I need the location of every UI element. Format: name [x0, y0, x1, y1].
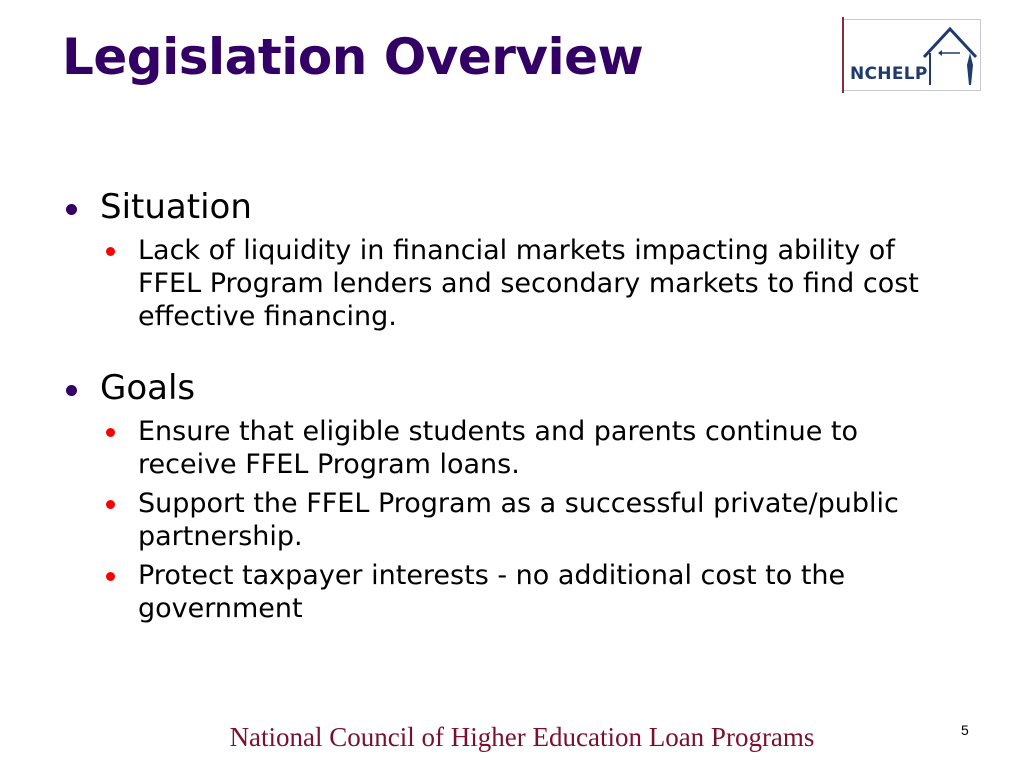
bullet-dot [66, 385, 77, 396]
slide-title: Legislation Overview [62, 28, 644, 86]
bullet-dot [66, 204, 77, 215]
sub-bullet-item [100, 234, 962, 333]
sub-bullet-item [100, 559, 962, 625]
footer-organization: National Council of Higher Education Loan Programs [229, 722, 815, 752]
bullet-heading: Goals [100, 368, 196, 408]
page-number: 5 [961, 722, 969, 738]
sub-bullet-dot [106, 500, 115, 509]
bullet-heading: Situation [100, 187, 252, 227]
bullet-situation [62, 186, 962, 228]
sub-bullet-text: Protect taxpayer interests - no additional cost to the government [138, 560, 846, 624]
sub-bullet-text: Support the FFEL Program as a successful private/public partnership. [138, 488, 899, 552]
sub-bullet-text: Ensure that eligible students and parents continue to receive FFEL Program loans. [138, 416, 859, 480]
nchelp-logo [842, 17, 982, 93]
sub-bullet-text: Lack of liquidity in financial markets impacting ability of FFEL Program lenders and secondary markets to find cost effective financing. [138, 235, 919, 332]
sub-bullet-dot [106, 247, 115, 256]
sub-bullet-dot [106, 572, 115, 581]
goals-subitems [62, 415, 962, 625]
slide-content [62, 186, 962, 625]
situation-subitems [62, 234, 962, 333]
sub-bullet-dot [106, 428, 115, 437]
bullet-goals [62, 367, 962, 409]
sub-bullet-item [100, 415, 962, 481]
logo-text: NCHELP [850, 64, 928, 84]
sub-bullet-item [100, 487, 962, 553]
